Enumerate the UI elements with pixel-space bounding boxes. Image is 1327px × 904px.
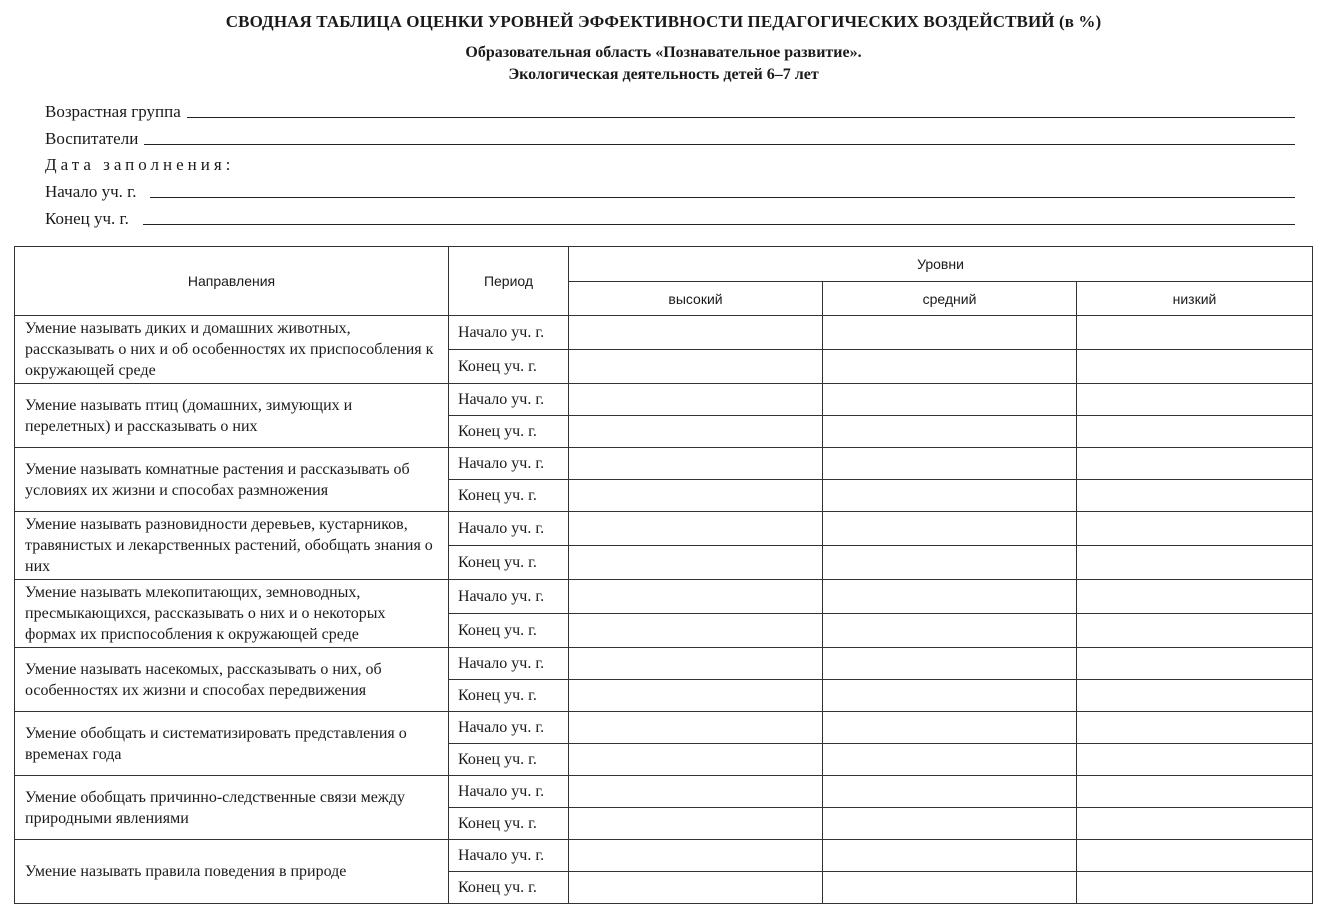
level-mid-start-cell[interactable] xyxy=(823,384,1077,416)
level-mid-start-cell[interactable] xyxy=(823,316,1077,350)
table-row xyxy=(15,712,1313,744)
level-low-end-cell[interactable] xyxy=(1077,872,1313,904)
header-level-low: низкий xyxy=(1077,282,1313,316)
level-high-start-cell[interactable] xyxy=(569,448,823,480)
level-mid-start-cell[interactable] xyxy=(823,712,1077,744)
level-mid-end-cell[interactable] xyxy=(823,416,1077,448)
level-low-end-cell[interactable] xyxy=(1077,744,1313,776)
level-low-start-cell[interactable] xyxy=(1077,384,1313,416)
level-mid-start-cell[interactable] xyxy=(823,512,1077,546)
table-row xyxy=(15,840,1313,872)
level-mid-end-cell[interactable] xyxy=(823,744,1077,776)
level-mid-start-cell[interactable] xyxy=(823,840,1077,872)
direction-cell: Умение называть млекопитающих, земноводных, пресмыкающихся, рассказывать о них и о некоторых формах их приспособления к окружающей среде xyxy=(15,580,449,648)
header-period: Период xyxy=(449,247,569,316)
age-group-label: Возрастная группа xyxy=(45,102,181,121)
level-high-end-cell[interactable] xyxy=(569,808,823,840)
age-group-field[interactable] xyxy=(45,102,1295,122)
start-year-label: Начало уч. г. xyxy=(45,182,137,201)
direction-cell: Умение называть комнатные растения и рассказывать об условиях их жизни и способах размножения xyxy=(15,448,449,512)
period-start-cell: Начало уч. г. xyxy=(449,448,569,480)
start-year-line[interactable] xyxy=(150,196,1295,198)
level-low-start-cell[interactable] xyxy=(1077,648,1313,680)
level-high-end-cell[interactable] xyxy=(569,614,823,648)
period-end-cell: Конец уч. г. xyxy=(449,808,569,840)
table-row xyxy=(15,448,1313,480)
level-high-end-cell[interactable] xyxy=(569,872,823,904)
teachers-line[interactable] xyxy=(144,143,1295,145)
level-high-end-cell[interactable] xyxy=(569,480,823,512)
header-level-high: высокий xyxy=(569,282,823,316)
period-start-cell: Начало уч. г. xyxy=(449,776,569,808)
page-title: СВОДНАЯ ТАБЛИЦА ОЦЕНКИ УРОВНЕЙ ЭФФЕКТИВНОСТИ ПЕДАГОГИЧЕСКИХ ВОЗДЕЙСТВИЙ (в %) xyxy=(225,12,1102,31)
level-low-start-cell[interactable] xyxy=(1077,776,1313,808)
level-high-start-cell[interactable] xyxy=(569,580,823,614)
period-end-cell: Конец уч. г. xyxy=(449,480,569,512)
level-high-start-cell[interactable] xyxy=(569,512,823,546)
end-year-label: Конец уч. г. xyxy=(45,209,129,228)
age-group-line[interactable] xyxy=(187,116,1295,118)
assessment-table xyxy=(14,246,1313,904)
header-levels: Уровни xyxy=(569,247,1313,282)
fill-date-heading xyxy=(45,155,234,175)
page-subtitle-area: Образовательная область «Познавательное развитие». xyxy=(465,44,862,61)
level-mid-end-cell[interactable] xyxy=(823,680,1077,712)
level-high-end-cell[interactable] xyxy=(569,350,823,384)
level-low-start-cell[interactable] xyxy=(1077,712,1313,744)
level-mid-start-cell[interactable] xyxy=(823,648,1077,680)
level-low-start-cell[interactable] xyxy=(1077,448,1313,480)
level-mid-end-cell[interactable] xyxy=(823,614,1077,648)
level-low-end-cell[interactable] xyxy=(1077,416,1313,448)
direction-cell: Умение обобщать причинно-следственные связи между природными явлениями xyxy=(15,776,449,840)
level-mid-start-cell[interactable] xyxy=(823,580,1077,614)
period-start-cell: Начало уч. г. xyxy=(449,648,569,680)
level-mid-start-cell[interactable] xyxy=(823,448,1077,480)
teachers-label: Воспитатели xyxy=(45,129,139,148)
level-high-start-cell[interactable] xyxy=(569,316,823,350)
end-year-line[interactable] xyxy=(143,223,1295,225)
level-low-end-cell[interactable] xyxy=(1077,480,1313,512)
page-subtitle-activity: Экологическая деятельность детей 6–7 лет xyxy=(508,66,819,83)
level-low-end-cell[interactable] xyxy=(1077,350,1313,384)
direction-cell: Умение называть насекомых, рассказывать о них, об особенностях их жизни и способах передвижения xyxy=(15,648,449,712)
level-mid-end-cell[interactable] xyxy=(823,350,1077,384)
period-end-cell: Конец уч. г. xyxy=(449,416,569,448)
level-low-start-cell[interactable] xyxy=(1077,580,1313,614)
table-row xyxy=(15,512,1313,546)
level-low-end-cell[interactable] xyxy=(1077,614,1313,648)
level-low-start-cell[interactable] xyxy=(1077,840,1313,872)
level-mid-end-cell[interactable] xyxy=(823,480,1077,512)
level-high-end-cell[interactable] xyxy=(569,744,823,776)
direction-cell: Умение обобщать и систематизировать представления о временах года xyxy=(15,712,449,776)
level-low-end-cell[interactable] xyxy=(1077,680,1313,712)
level-low-end-cell[interactable] xyxy=(1077,808,1313,840)
direction-cell: Умение называть разновидности деревьев, кустарников, травянистых и лекарственных растений, обобщать знания о них xyxy=(15,512,449,580)
period-start-cell: Начало уч. г. xyxy=(449,316,569,350)
period-end-cell: Конец уч. г. xyxy=(449,614,569,648)
table-row xyxy=(15,776,1313,808)
fill-date-label: Дата заполнения: xyxy=(45,155,235,174)
level-high-start-cell[interactable] xyxy=(569,776,823,808)
period-end-cell: Конец уч. г. xyxy=(449,546,569,580)
level-high-end-cell[interactable] xyxy=(569,416,823,448)
level-low-start-cell[interactable] xyxy=(1077,316,1313,350)
period-end-cell: Конец уч. г. xyxy=(449,350,569,384)
level-low-end-cell[interactable] xyxy=(1077,546,1313,580)
direction-cell: Умение называть правила поведения в природе xyxy=(15,840,449,904)
level-high-start-cell[interactable] xyxy=(569,384,823,416)
period-start-cell: Начало уч. г. xyxy=(449,712,569,744)
period-start-cell: Начало уч. г. xyxy=(449,840,569,872)
period-start-cell: Начало уч. г. xyxy=(449,580,569,614)
level-mid-start-cell[interactable] xyxy=(823,776,1077,808)
header-directions: Направления xyxy=(15,247,449,316)
teachers-field[interactable] xyxy=(45,129,1295,149)
period-end-cell: Конец уч. г. xyxy=(449,680,569,712)
level-mid-end-cell[interactable] xyxy=(823,872,1077,904)
period-end-cell: Конец уч. г. xyxy=(449,744,569,776)
level-high-start-cell[interactable] xyxy=(569,840,823,872)
start-year-field[interactable] xyxy=(45,182,1295,202)
header-level-mid: средний xyxy=(823,282,1077,316)
period-end-cell: Конец уч. г. xyxy=(449,872,569,904)
level-mid-end-cell[interactable] xyxy=(823,808,1077,840)
level-low-start-cell[interactable] xyxy=(1077,512,1313,546)
direction-cell: Умение называть диких и домашних животных, рассказывать о них и об особенностях их приспособления к окружающей среде xyxy=(15,316,449,384)
table-row xyxy=(15,384,1313,416)
table-body xyxy=(15,316,1313,904)
level-high-end-cell[interactable] xyxy=(569,546,823,580)
direction-cell: Умение называть птиц (домашних, зимующих и перелетных) и рассказывать о них xyxy=(15,384,449,448)
table-row xyxy=(15,648,1313,680)
period-start-cell: Начало уч. г. xyxy=(449,512,569,546)
table-row xyxy=(15,316,1313,350)
level-high-start-cell[interactable] xyxy=(569,712,823,744)
level-high-start-cell[interactable] xyxy=(569,648,823,680)
period-start-cell: Начало уч. г. xyxy=(449,384,569,416)
table-row xyxy=(15,580,1313,614)
end-year-field[interactable] xyxy=(45,209,1295,229)
level-high-end-cell[interactable] xyxy=(569,680,823,712)
level-mid-end-cell[interactable] xyxy=(823,546,1077,580)
